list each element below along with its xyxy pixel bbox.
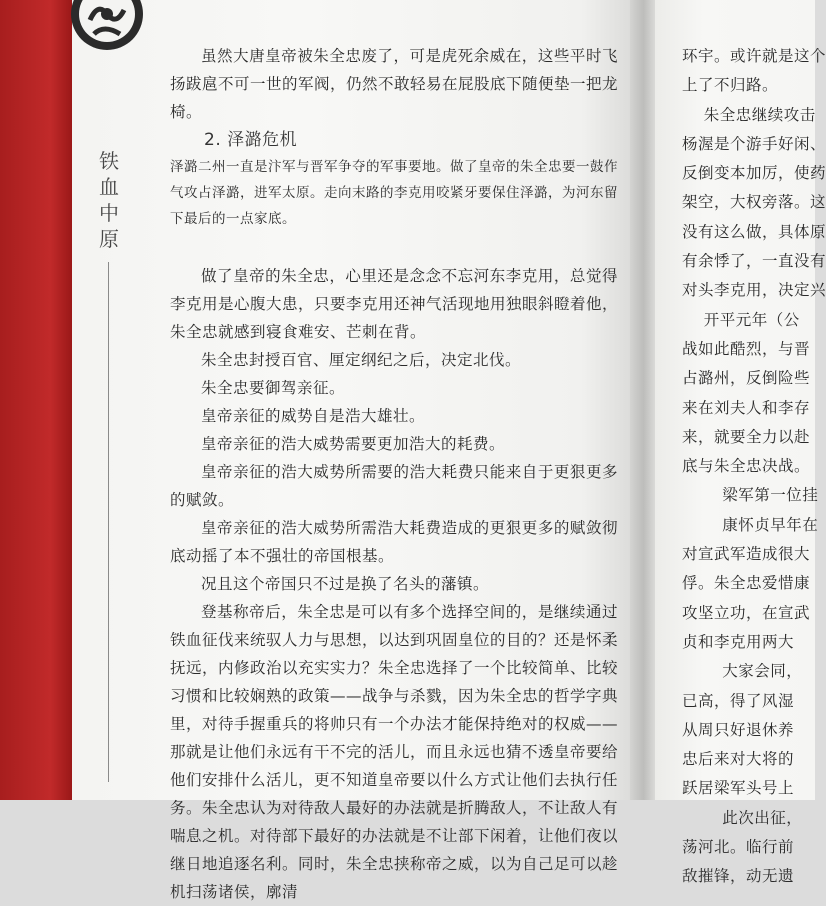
paragraph: 做了皇帝的朱全忠，心里还是念念不忘河东李克用，总觉得李克用是心腹大患，只要李克用还神气活现地用独眼斜瞪着他，朱全忠就感到寝食难安、芒刺在背。 <box>170 267 619 341</box>
right-line: 战如此酷烈，与晋 <box>682 339 811 358</box>
right-line: 开平元年（公 <box>703 310 800 329</box>
paragraph: 况且这个帝国只不过是换了名头的藩镇。 <box>201 575 490 593</box>
side-rule-divider <box>108 262 109 782</box>
right-line: 此次出征， <box>722 808 803 827</box>
right-line: 杨渥是个游手好闲、 <box>682 134 826 153</box>
right-line: 忠后来对大将的 <box>682 750 795 769</box>
paragraph: 皇帝亲征的浩大威势需要更加浩大的耗费。 <box>201 435 506 453</box>
right-line: 有余悸了，一直没有 <box>682 252 826 271</box>
red-cover-edge <box>0 0 72 800</box>
left-page-body <box>170 42 618 906</box>
section-heading: 2. 泽潞危机 <box>204 130 298 150</box>
paragraph: 皇帝亲征的浩大威势所需浩大耗费造成的更狠更多的赋敛彻底动摇了本不强壮的帝国根基。 <box>170 519 618 565</box>
right-line: 占潞州，反倒险些 <box>682 369 811 388</box>
paragraph: 朱全忠封授百官、厘定纲纪之后，决定北伐。 <box>201 351 522 369</box>
right-line: 架空，大权旁落。这 <box>682 193 826 212</box>
running-title: 铁血中原 <box>99 149 119 251</box>
right-line: 攻坚立功，在宣武 <box>682 603 811 622</box>
right-line: 对宣武军造成很大 <box>682 545 811 564</box>
right-line: 梁军第一位挂 <box>722 486 819 505</box>
right-line: 荡河北。临行前 <box>682 838 795 857</box>
right-line: 已高，得了风湿 <box>682 691 795 710</box>
intro-paragraph: 虽然大唐皇帝被朱全忠废了，可是虎死余威在，这些平时飞扬跋扈不可一世的军阀，仍然不敢轻易在屁股底下随便垫一把龙椅。 <box>170 47 619 121</box>
right-line: 俘。朱全忠爱惜康 <box>682 574 811 593</box>
right-page-body <box>682 42 826 892</box>
paragraph: 皇帝亲征的浩大威势所需要的浩大耗费只能来自于更狠更多的赋敛。 <box>170 463 618 509</box>
right-line: 来在刘夫人和李存 <box>682 398 811 417</box>
section-summary <box>170 154 618 232</box>
right-line: 反倒变本加厉，使药 <box>682 164 826 183</box>
right-line: 底与朱全忠决战。 <box>682 457 811 476</box>
chapter-emblem-icon <box>70 0 144 62</box>
right-line: 没有这么做，具体原 <box>682 222 826 241</box>
paragraph: 皇帝亲征的威势自是浩大雄壮。 <box>201 407 426 425</box>
right-line: 贞和李克用两大 <box>682 632 795 651</box>
right-line: 大家会同， <box>722 662 803 681</box>
right-line: 环宇。或许就是这个 <box>682 47 826 65</box>
right-line: 上了不归路。 <box>682 76 779 95</box>
right-line: 朱全忠继续攻击 <box>703 105 816 124</box>
right-line: 康怀贞早年在 <box>722 515 819 534</box>
right-line: 对头李克用，决定兴 <box>682 281 826 300</box>
right-line: 敌摧锋，动无遗 <box>682 867 795 886</box>
right-line: 从周只好退休养 <box>682 720 795 739</box>
paragraph: 登基称帝后，朱全忠是可以有多个选择空间的，是继续通过铁血征伐来统驭人力与思想，以达到巩固皇位的目的？还是怀柔抚远，内修政治以充实实力？朱全忠选择了一个比较简单、比较习惯和比较娴熟的政策——战争与杀戮，因为朱全忠的哲学字典里，对待手握重兵的将帅只有一个办法才能保持绝对的权威——那就是让他们永远有干不完的活儿，而且永远也猜不透皇帝要给他们安排什么活儿，更不知道皇帝要以什么方式让他们去执行任务。朱全忠认为对待敌人最好的办法就是折腾敌人，不让敌人有喘息之机。对待部下最好的办法就是不让部下闲着，让他们夜以继日地追逐名利。同时，朱全忠挟称帝之威，以为自己足可以趁机扫荡诸侯，廓清 <box>170 603 619 901</box>
right-line: 来，就要全力以赴 <box>682 427 811 446</box>
summary-text: 泽潞二州一直是汴军与晋军争夺的军事要地。做了皇帝的朱全忠要一鼓作气攻占泽潞，进军太原。走向末路的李克用咬紧牙要保住泽潞，为河东留下最后的一点家底。 <box>170 159 618 227</box>
right-line: 跃居梁军头号上 <box>682 779 795 798</box>
paragraph: 朱全忠要御驾亲征。 <box>201 379 346 397</box>
